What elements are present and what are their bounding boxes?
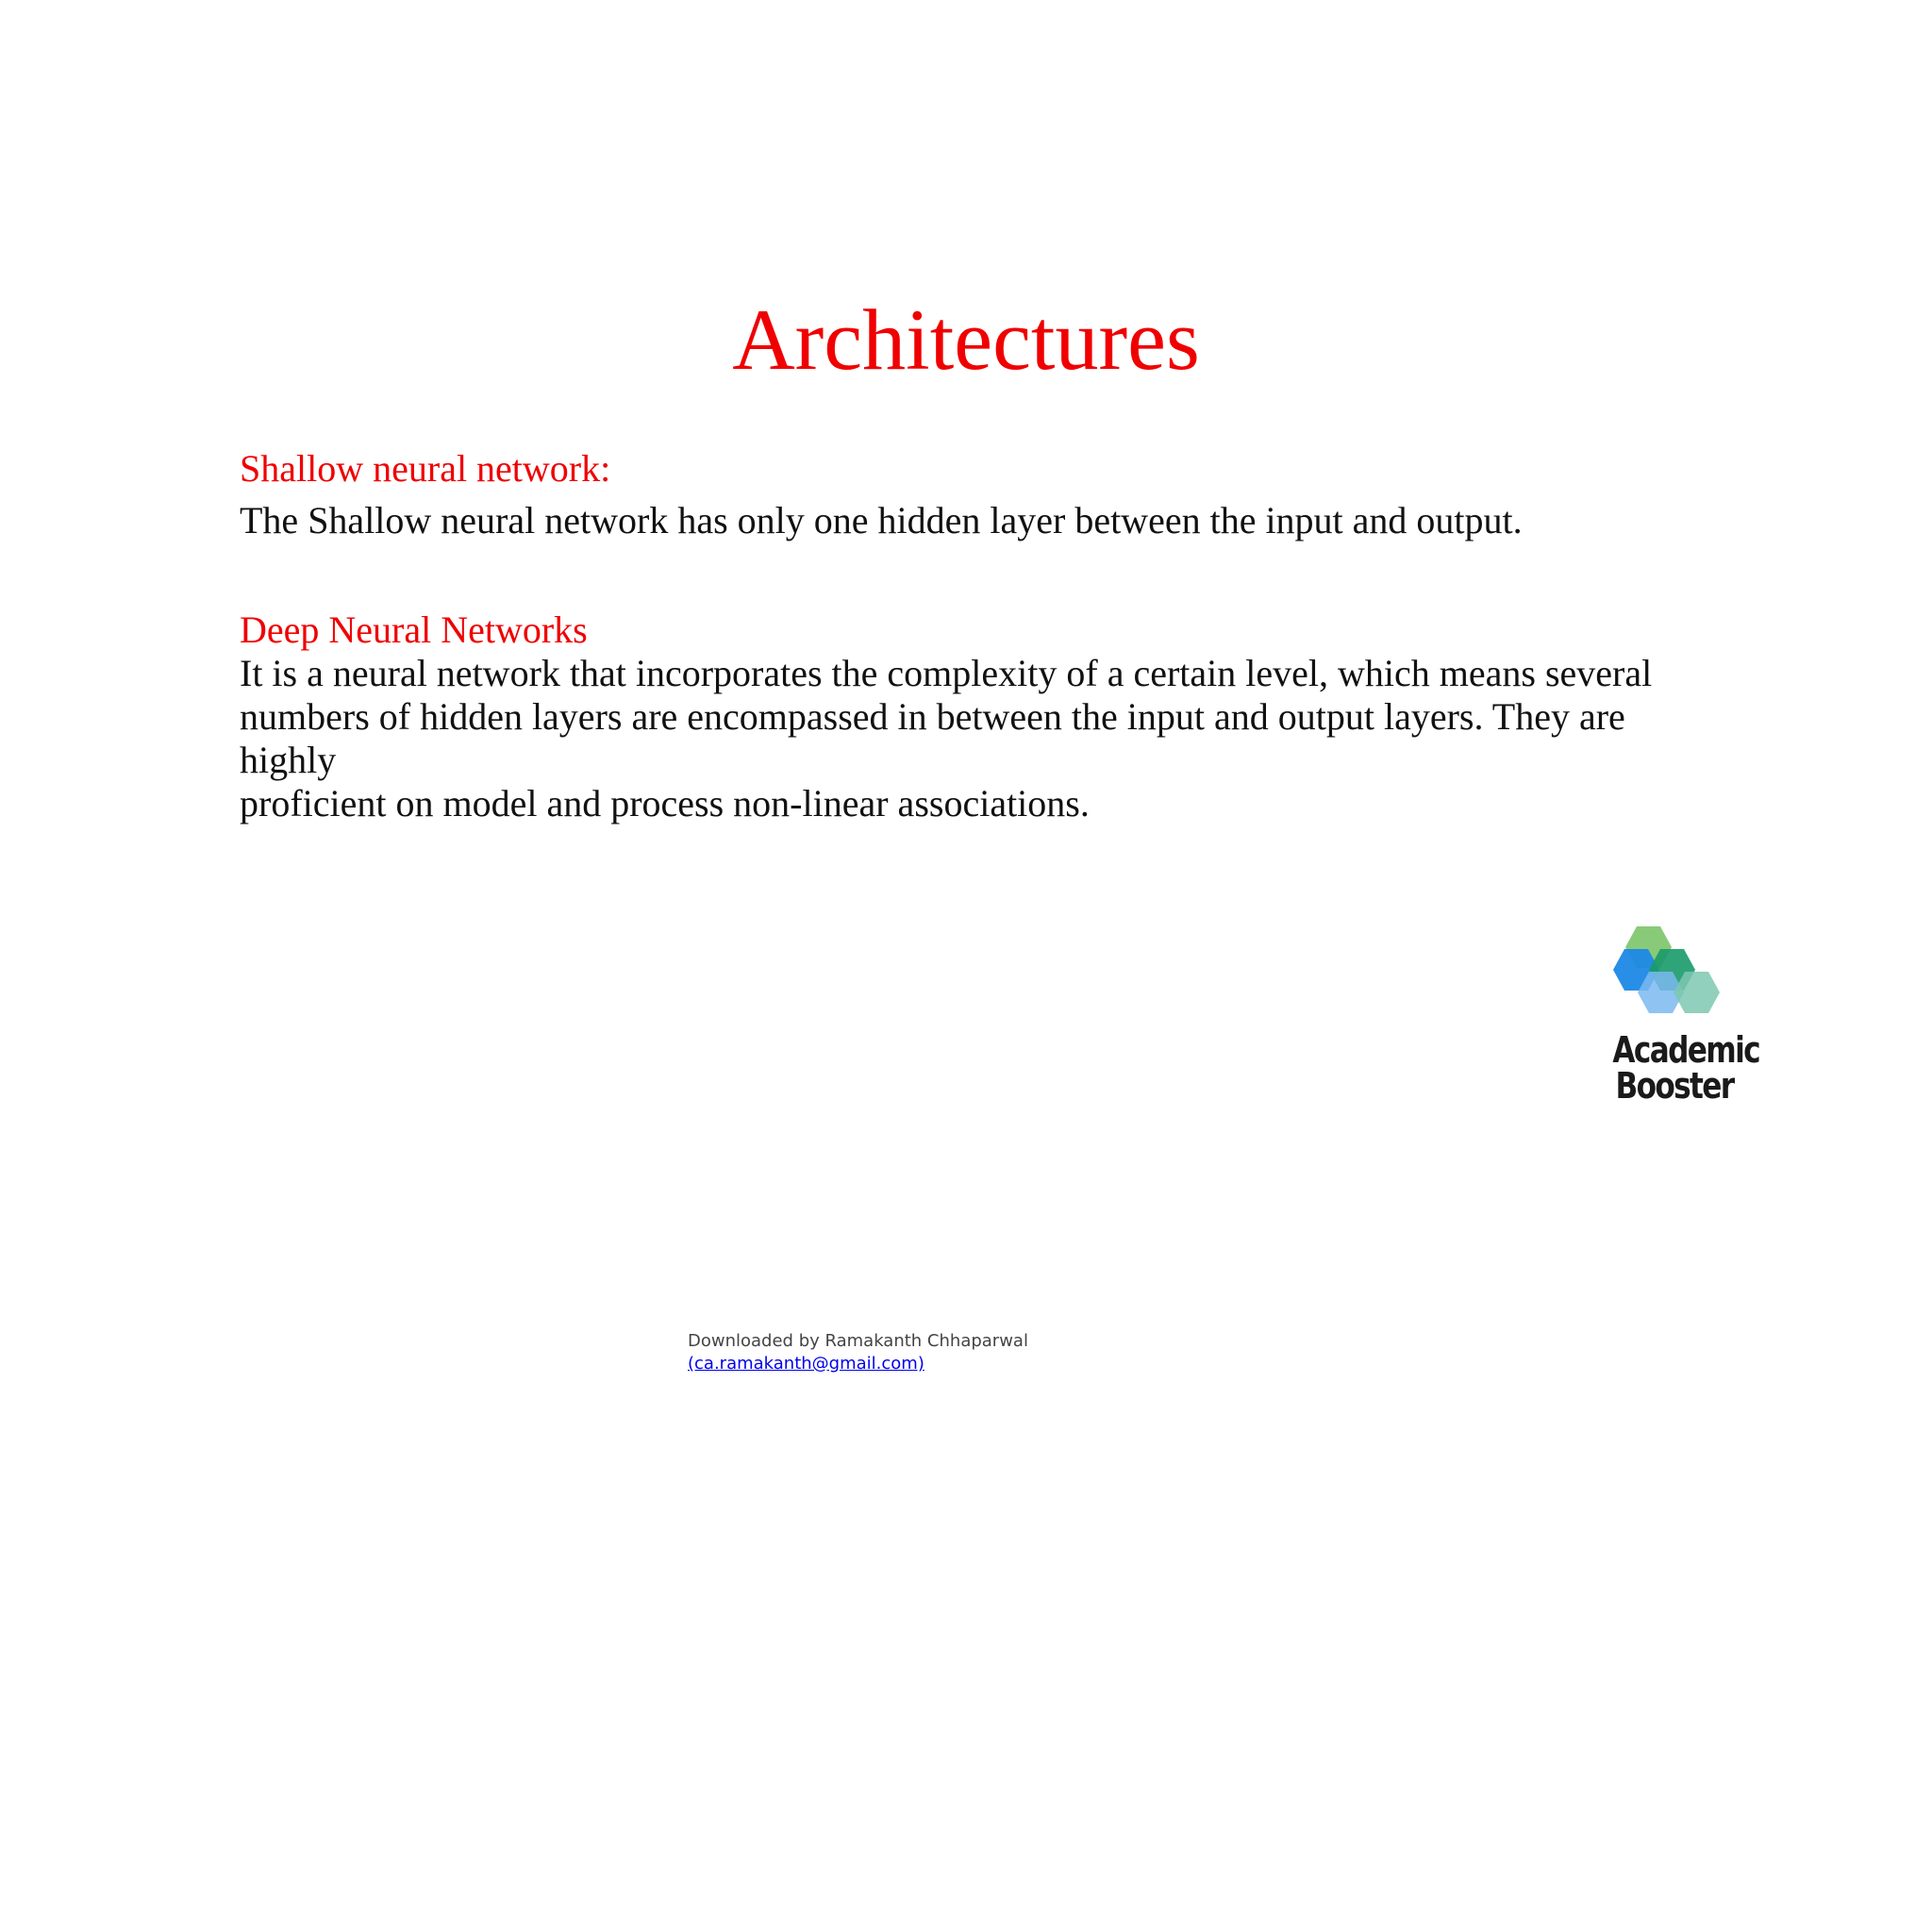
section-shallow-network — [240, 447, 1730, 542]
email-link[interactable]: (ca.ramakanth@gmail.com) — [688, 1354, 924, 1374]
section-body — [240, 652, 1730, 825]
body-line: It is a neural network that incorporates the complexity of a certain level, which means several — [240, 652, 1653, 694]
body-line: proficient on model and process non-linear associations. — [240, 782, 1090, 824]
academic-booster-logo — [1599, 926, 1759, 1115]
section-heading: Deep Neural Networks — [240, 608, 588, 651]
slide-title: Architectures — [732, 291, 1200, 388]
body-line: numbers of hidden layers are encompassed in between the input and output layers. They are highly — [240, 695, 1625, 781]
logo-wordmark — [1612, 1029, 1759, 1107]
logo-line-academic: Academic — [1612, 1029, 1759, 1071]
section-body: The Shallow neural network has only one hidden layer between the input and output. — [240, 499, 1523, 541]
download-footer — [688, 1330, 1028, 1375]
downloaded-by-text: Downloaded by Ramakanth Chhaparwal — [688, 1331, 1028, 1351]
section-deep-network — [240, 608, 1730, 825]
section-heading: Shallow neural network: — [240, 447, 611, 490]
logo-line-booster: Booster — [1615, 1065, 1734, 1107]
hexagon-logo-icon — [1613, 926, 1736, 1028]
